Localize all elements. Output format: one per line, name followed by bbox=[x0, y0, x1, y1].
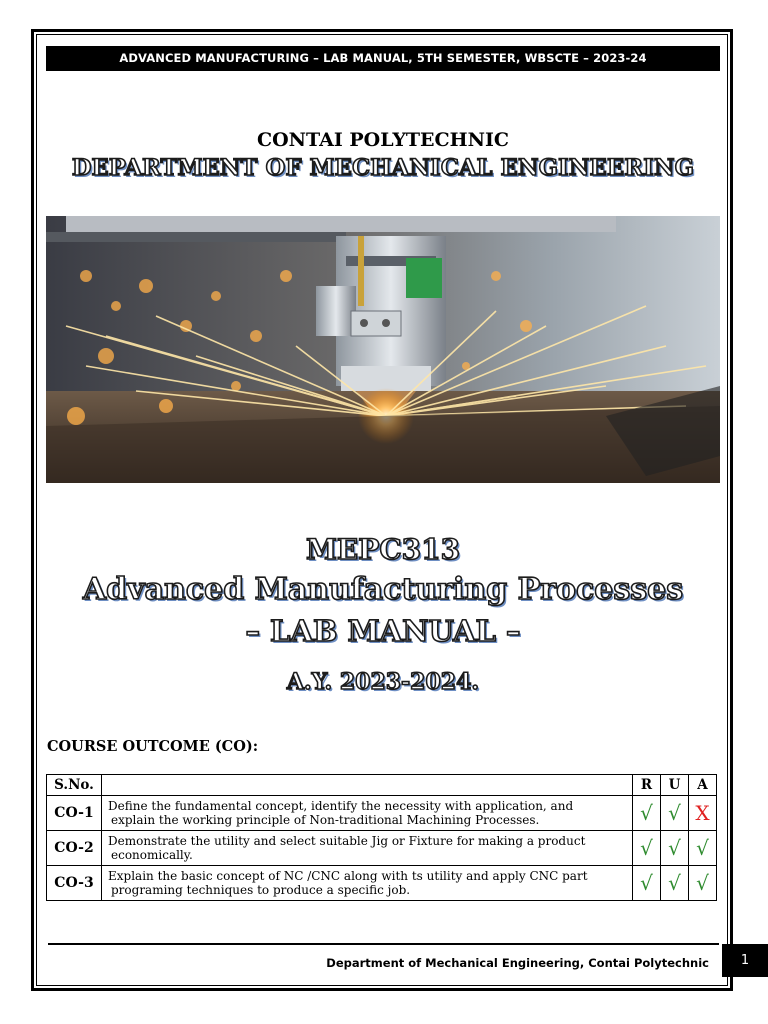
footer-department: Department of Mechanical Engineering, Contai Polytechnic bbox=[326, 956, 709, 970]
table-row bbox=[47, 796, 717, 831]
table-header-row bbox=[47, 775, 717, 796]
col-header-u: U bbox=[661, 775, 689, 796]
check-icon: √ bbox=[633, 866, 661, 901]
co-description bbox=[102, 866, 633, 901]
check-icon: √ bbox=[661, 796, 689, 831]
col-header-r: R bbox=[633, 775, 661, 796]
col-header-description bbox=[102, 775, 633, 796]
co-description-line: Demonstrate the utility and select suitable Jig or Fixture for making a product bbox=[108, 834, 586, 848]
course-code: MEPC313 bbox=[305, 533, 461, 566]
co-description-line: explain the working principle of Non-traditional Machining Processes. bbox=[111, 813, 540, 827]
table-row bbox=[47, 831, 717, 866]
col-header-sno: S.No. bbox=[47, 775, 102, 796]
running-header: ADVANCED MANUFACTURING – LAB MANUAL, 5TH SEMESTER, WBSCTE – 2023-24 bbox=[46, 46, 720, 71]
course-name: Advanced Manufacturing Processes bbox=[82, 572, 684, 607]
course-outcome-table bbox=[46, 774, 717, 901]
check-icon: √ bbox=[633, 796, 661, 831]
co-id: CO-3 bbox=[47, 866, 102, 901]
academic-year: A.Y. 2023-2024. bbox=[286, 669, 480, 695]
department-name: DEPARTMENT OF MECHANICAL ENGINEERING bbox=[71, 155, 695, 181]
college-name: CONTAI POLYTECHNIC bbox=[256, 129, 509, 151]
co-description bbox=[102, 831, 633, 866]
co-description-line: economically. bbox=[111, 848, 193, 862]
co-description bbox=[102, 796, 633, 831]
footer-divider bbox=[48, 943, 719, 945]
co-description-line: programing techniques to produce a specific job. bbox=[111, 883, 411, 897]
table-row bbox=[47, 866, 717, 901]
co-description-line: Explain the basic concept of NC /CNC along with ts utility and apply CNC part bbox=[108, 869, 588, 883]
co-id: CO-1 bbox=[47, 796, 102, 831]
page-number: 1 bbox=[722, 944, 768, 977]
cross-icon: X bbox=[689, 796, 717, 831]
hero-image-laser-cutting bbox=[46, 216, 720, 483]
check-icon: √ bbox=[661, 831, 689, 866]
lab-manual-title: – LAB MANUAL – bbox=[245, 614, 521, 648]
check-icon: √ bbox=[633, 831, 661, 866]
co-description-line: Define the fundamental concept, identify the necessity with application, and bbox=[108, 799, 574, 813]
check-icon: √ bbox=[689, 831, 717, 866]
check-icon: √ bbox=[689, 866, 717, 901]
col-header-a: A bbox=[689, 775, 717, 796]
check-icon: √ bbox=[661, 866, 689, 901]
course-outcome-heading: COURSE OUTCOME (CO): bbox=[47, 738, 259, 755]
co-id: CO-2 bbox=[47, 831, 102, 866]
